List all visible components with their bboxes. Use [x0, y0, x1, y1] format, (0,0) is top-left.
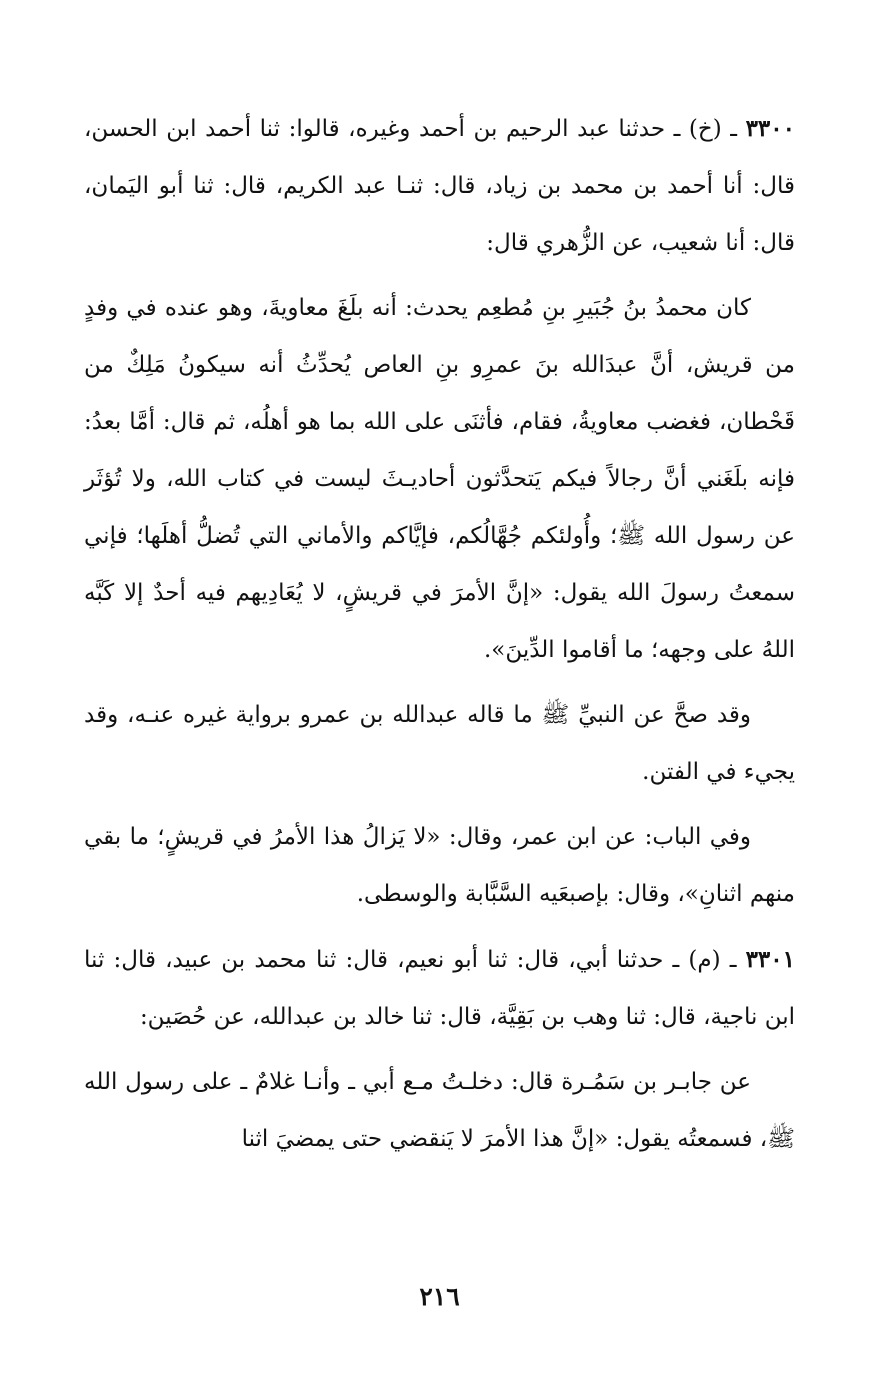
hadith-3300-isnad	[84, 100, 795, 272]
page-body	[84, 100, 795, 1176]
isnad-text: ـ (م) ـ حدثنا أبي، قال: ثنا أبو نعيم، قال: ثنا محمد بن عبيد، قال: ثنا ابن ناجية، قال: ثنا وهب بن بَقِيَّة، قال: ثنا خالد بن عبدالله، عن حُصَين:	[84, 947, 795, 1030]
isnad-text: ـ (خ) ـ حدثنا عبد الرحيم بن أحمد وغيره، قالوا: ثنا أحمد ابن الحسن، قال: أنا أحمد بن محمد بن زياد، قال: ثنـا عبد الكريم، قال: ثنا أبو اليَمان، قال: أنا شعيب، عن الزُّهري قال:	[84, 116, 795, 256]
page-number: ٢١٦	[419, 1282, 460, 1311]
hadith-3300-bab: وفي الباب: عن ابن عمر، وقال: «لا يَزالُ هذا الأمرُ في قريشٍ؛ ما بقي منهم اثنانِ»، وقال: بإصبعَيه السَّبَّابة والوسطى.	[84, 824, 795, 907]
hadith-3300-matn: كان محمدُ بنُ جُبَيرِ بنِ مُطعِم يحدث: أنه بلَغَ معاويةَ، وهو عنده في وفدٍ من قريش، أنَّ عبدَالله بنَ عمرِو بنِ العاص يُحدِّثُ أنه سيكونُ مَلِكٌ من قَحْطان، فغضب معاويةُ، فقام، فأثنَى على الله بما هو أهلُه، ثم قال: أمَّا بعدُ: فإنه بلَغَني أنَّ رجالاً فيكم يَتحدَّثون أحاديـثَ ليست في كتاب الله، ولا تُؤثَر عن رسول الله ﷺ؛ وأُولئكم جُهَّالُكم، فإيَّاكم والأماني التي تُضلُّ أهلَها؛ فإني سمعتُ رسولَ الله يقول: «إنَّ الأمرَ في قريشٍ، لا يُعَادِيهم فيه أحدٌ إلا كَبَّه اللهُ على وجهه؛ ما أقاموا الدِّينَ».	[84, 295, 795, 663]
hadith-3301-matn: عن جابـر بن سَمُـرة قال: دخلـتُ مـع أبي ـ وأنـا غلامٌ ـ على رسول الله ﷺ، فسمعتُه يقول: «إنَّ هذا الأمرَ لا يَنقضي حتى يمضيَ اثنا	[84, 1069, 795, 1152]
hadith-3301-isnad	[84, 931, 795, 1046]
hadith-number: ٣٣٠٠	[745, 115, 795, 142]
hadith-number: ٣٣٠١	[745, 946, 795, 973]
hadith-3300-comment: وقد صحَّ عن النبيِّ ﷺ ما قاله عبدالله بن عمرو برواية غيره عنـه، وقد يجيء في الفتن.	[84, 702, 795, 785]
